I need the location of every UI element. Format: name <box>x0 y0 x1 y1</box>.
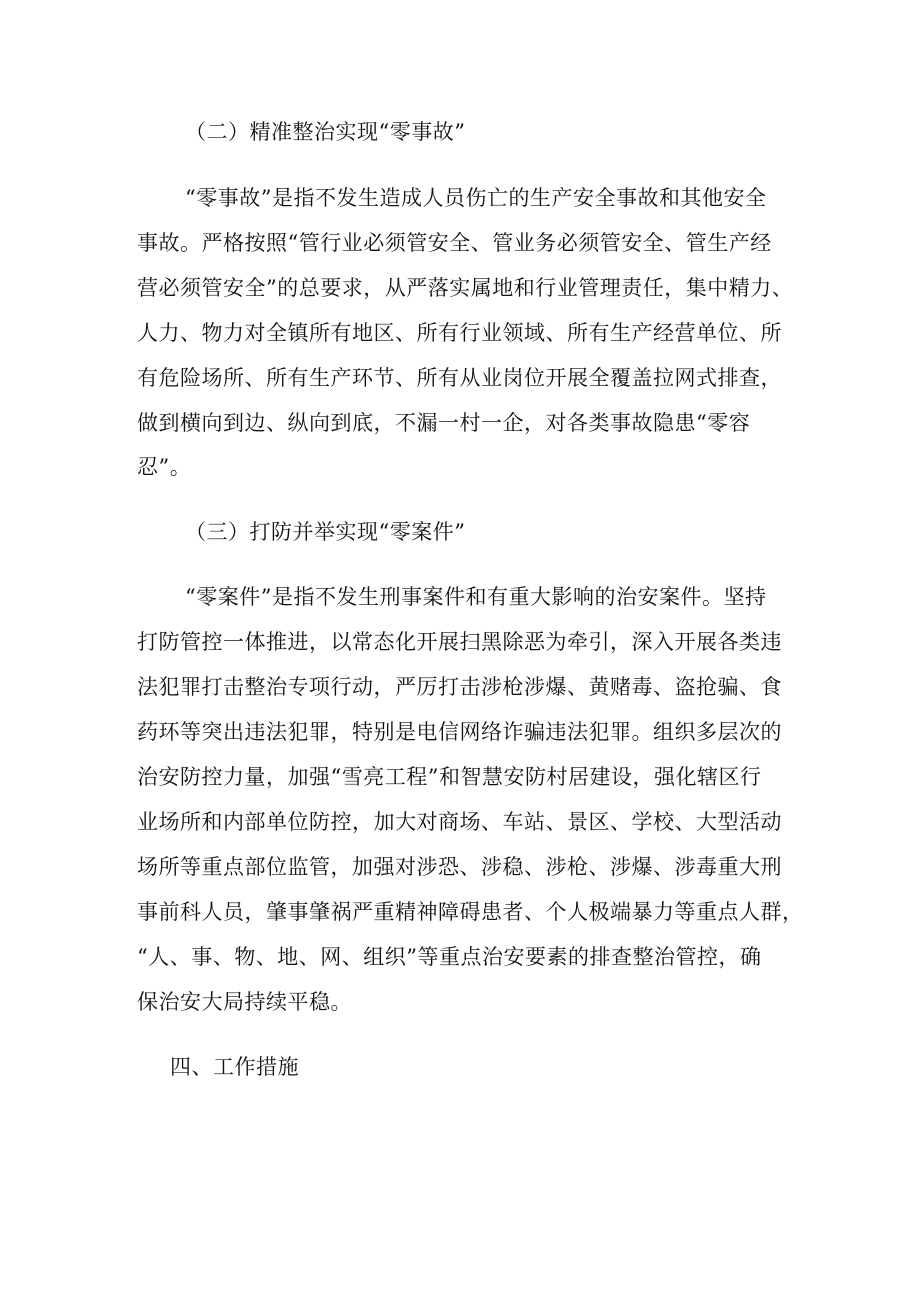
paragraph-line: 治安防控力量，加强“雪亮工程”和智慧安防村居建设，强化辖区行 <box>137 765 762 789</box>
paragraph-line: 场所等重点部位监管，加强对涉恐、涉稳、涉枪、涉爆、涉毒重大刑 <box>137 855 782 879</box>
paragraph-line: “零案件”是指不发生刑事案件和有重大影响的治安案件。坚持 <box>185 585 767 609</box>
section-heading-3: （三）打防并举实现“零案件” <box>185 520 466 544</box>
section-heading-2: （二）精准整治实现“零事故” <box>185 120 466 144</box>
paragraph-line: 保治安大局持续平稳。 <box>137 990 352 1014</box>
paragraph-line: 营必须管安全”的总要求，从严落实属地和行业管理责任，集中精力、 <box>137 276 794 300</box>
paragraph-line: “人、事、物、地、网、组织”等重点治安要素的排查整治管控，确 <box>137 945 762 969</box>
paragraph-line: 事前科人员，肇事肇祸严重精神障碍患者、个人极端暴力等重点人群， <box>137 900 804 924</box>
paragraph-line: 业场所和内部单位防控，加大对商场、车站、景区、学校、大型活动 <box>137 810 782 834</box>
paragraph-line: 人力、物力对全镇所有地区、所有行业领域、所有生产经营单位、所 <box>137 321 782 345</box>
paragraph-line: 法犯罪打击整治专项行动，严厉打击涉枪涉爆、黄赌毒、盗抢骗、食 <box>137 675 782 699</box>
paragraph-line: 打防管控一体推进，以常态化开展扫黑除恶为牵引，深入开展各类违 <box>137 630 782 654</box>
paragraph-line: “零事故”是指不发生造成人员伤亡的生产安全事故和其他安全 <box>185 186 767 210</box>
paragraph-line: 有危险场所、所有生产环节、所有从业岗位开展全覆盖拉网式排查， <box>137 366 782 390</box>
paragraph-line: 做到横向到边、纵向到底，不漏一村一企，对各类事故隐患“零容 <box>137 411 751 435</box>
paragraph-line: 忍”。 <box>137 455 192 479</box>
paragraph-line: 药环等突出违法犯罪，特别是电信网络诈骗违法犯罪。组织多层次的 <box>137 720 782 744</box>
section-heading-4: 四、工作措施 <box>170 1055 299 1079</box>
paragraph-line: 事故。严格按照“管行业必须管安全、管业务必须管安全、管生产经 <box>137 231 772 255</box>
